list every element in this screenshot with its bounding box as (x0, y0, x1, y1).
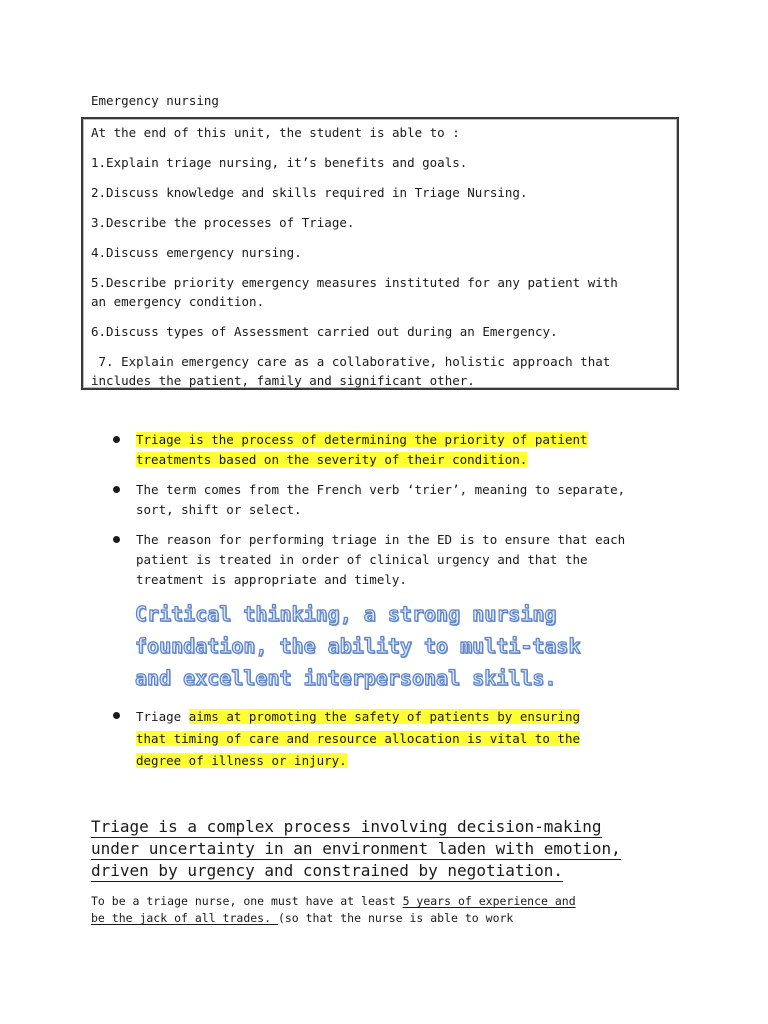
callout-skills-text (135, 598, 695, 694)
bullet-text-line: patient is treated in order of clinical urgency and that the (136, 552, 588, 567)
bullet-dot-icon (113, 436, 120, 443)
bullet-dot-icon (113, 486, 120, 493)
objective-item-5-line-1: 5.Describe priority emergency measures instituted for any patient with (91, 275, 618, 290)
objectives-intro: At the end of this unit, the student is able to : (91, 125, 460, 140)
callout-line: Critical thinking, a strong nursing (135, 602, 557, 626)
highlighted-text: Triage is the process of determining the priority of patient (136, 432, 588, 447)
highlighted-text: that timing of care and resource allocation is vital to the (136, 731, 581, 746)
bullet-dot-icon (113, 536, 120, 543)
document-title: Emergency nursing (91, 93, 219, 108)
triage-summary-paragraph (91, 816, 691, 882)
summary-line: under uncertainty in an environment laden with emotion, (91, 839, 621, 858)
objective-item-7-line-1: 7. Explain emergency care as a collaborative, holistic approach that (91, 354, 611, 369)
footer-underlined-text: 5 years of experience and (402, 894, 576, 908)
summary-line: Triage is a complex process involving decision-making (91, 817, 602, 836)
objective-item-3: 3.Describe the processes of Triage. (91, 215, 355, 230)
bullet-text-line: The reason for performing triage in the ED is to ensure that each (136, 532, 626, 547)
bullet-text-line: The term comes from the French verb ‘trier’, meaning to separate, (136, 482, 626, 497)
footer-underlined-text: be the jack of all trades. (91, 911, 278, 925)
objective-item-6: 6.Discuss types of Assessment carried out during an Emergency. (91, 324, 558, 339)
bullet-text-plain: Triage (136, 709, 189, 724)
highlighted-text: treatments based on the severity of their condition. (136, 452, 528, 467)
objective-item-5-line-2: an emergency condition. (91, 294, 265, 309)
summary-line: driven by urgency and constrained by negotiation. (91, 861, 564, 880)
bullet-text-line: treatment is appropriate and timely. (136, 572, 407, 587)
bullet-text-line: sort, shift or select. (136, 502, 302, 517)
callout-line: and excellent interpersonal skills. (135, 666, 557, 690)
objective-item-2: 2.Discuss knowledge and skills required in Triage Nursing. (91, 185, 528, 200)
learning-objectives-box (81, 117, 679, 390)
objective-item-4: 4.Discuss emergency nursing. (91, 245, 302, 260)
objective-item-1: 1.Explain triage nursing, it’s benefits and goals. (91, 155, 468, 170)
footer-text-plain: (so that the nurse is able to work (277, 911, 514, 925)
objective-item-7-line-2: includes the patient, family and significant other. (91, 373, 475, 388)
triage-nurse-requirements-paragraph (91, 893, 691, 927)
highlighted-text: aims at promoting the safety of patients by ensuring (188, 709, 581, 724)
callout-line: foundation, the ability to multi-task (135, 634, 581, 658)
highlighted-text: degree of illness or injury. (136, 753, 347, 768)
footer-text-plain: To be a triage nurse, one must have at least (91, 894, 403, 908)
bullet-dot-icon (113, 712, 120, 719)
